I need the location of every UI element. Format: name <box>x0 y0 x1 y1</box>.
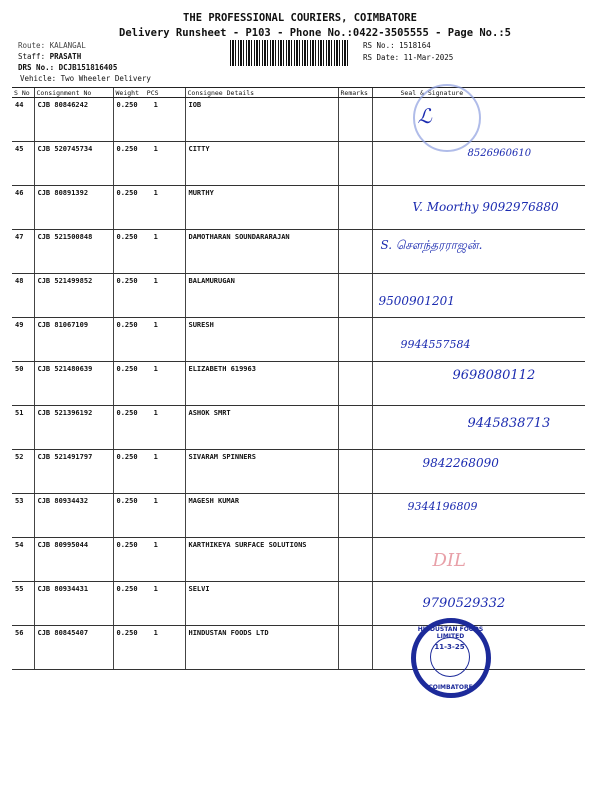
signature: ℒ <box>417 104 432 128</box>
serial-number <box>12 142 34 186</box>
serial-number-text: 53 <box>15 497 24 505</box>
consignee-name-text: ASHOK SMRT <box>188 409 231 417</box>
remarks-cell <box>338 98 372 142</box>
consignment-number <box>34 186 113 230</box>
handwritten-note: 9842268090 <box>422 456 499 470</box>
serial-number <box>12 406 34 450</box>
serial-number-text: 55 <box>15 585 24 593</box>
consignee-name-text: IOB <box>188 101 202 109</box>
company-title: THE PROFESSIONAL COURIERS, COIMBATORE <box>183 12 417 24</box>
table-row <box>12 538 585 582</box>
serial-number-text: 48 <box>15 277 24 285</box>
consignment-number-text: CJB 521499852 <box>37 277 93 285</box>
handwritten-note: S. சௌந்தரராஜன். <box>380 238 483 252</box>
serial-number <box>12 626 34 670</box>
table-row <box>12 494 585 538</box>
consignee-name <box>185 494 338 538</box>
serial-number <box>12 582 34 626</box>
consignment-number <box>34 494 113 538</box>
stamp-date <box>430 637 470 677</box>
serial-number <box>12 450 34 494</box>
consignee-name-text: DAMOTHARAN SOUNDARARAJAN <box>188 233 290 241</box>
consignee-name <box>185 230 338 274</box>
weight: 0.250 <box>116 453 138 461</box>
weight: 0.250 <box>116 365 138 373</box>
consignee-name-text: KARTHIKEYA SURFACE SOLUTIONS <box>188 541 307 549</box>
weight-pcs <box>113 582 185 626</box>
weight-pcs <box>113 626 185 670</box>
table-header <box>12 88 585 98</box>
col-seal-signature: Seal & Signature <box>372 88 585 98</box>
pieces: 1 <box>153 409 158 417</box>
remarks-cell <box>338 142 372 186</box>
pieces: 1 <box>153 541 158 549</box>
remarks-cell <box>338 626 372 670</box>
seal-signature-cell <box>372 142 585 186</box>
consignee-name <box>185 318 338 362</box>
seal-signature-cell <box>372 318 585 362</box>
pieces: 1 <box>153 365 158 373</box>
table-row <box>12 582 585 626</box>
consignment-number-text: CJB 520745734 <box>37 145 93 153</box>
consignment-number <box>34 538 113 582</box>
handwritten-note: 9344196809 <box>407 500 478 513</box>
seal-signature-cell <box>372 406 585 450</box>
handwritten-note: 9500901201 <box>378 294 455 308</box>
pieces: 1 <box>153 233 158 241</box>
weight-pcs <box>113 98 185 142</box>
pieces: 1 <box>153 321 158 329</box>
rs-number: RS No.: 1518164 <box>363 41 431 50</box>
pieces: 1 <box>153 453 158 461</box>
weight-pcs <box>113 186 185 230</box>
consignment-number <box>34 230 113 274</box>
serial-number-text: 51 <box>15 409 24 417</box>
stamp-text: HINDUSTAN FOODS LIMITED <box>417 626 484 640</box>
consignment-number <box>34 98 113 142</box>
col-remarks: Remarks <box>338 88 372 98</box>
weight: 0.250 <box>116 321 138 329</box>
pieces: 1 <box>153 497 158 505</box>
table-row <box>12 230 585 274</box>
seal-signature-cell <box>372 274 585 318</box>
weight-pcs <box>113 450 185 494</box>
handwritten-note: 9944557584 <box>400 338 471 351</box>
table-row <box>12 450 585 494</box>
serial-number-text: 52 <box>15 453 24 461</box>
serial-number-text: 56 <box>15 629 24 637</box>
weight-pcs <box>113 142 185 186</box>
runsheet-table <box>12 87 585 691</box>
remarks-cell <box>338 318 372 362</box>
weight: 0.250 <box>116 541 138 549</box>
seal-signature-cell <box>372 538 585 582</box>
table-row <box>12 186 585 230</box>
consignee-name <box>185 538 338 582</box>
table-row <box>12 626 585 670</box>
consignment-number <box>34 142 113 186</box>
serial-number <box>12 274 34 318</box>
consignment-number <box>34 450 113 494</box>
weight: 0.250 <box>116 497 138 505</box>
stamp-date-text: 11-3-25 <box>434 643 465 651</box>
handwritten-note: 9445838713 <box>467 416 551 431</box>
consignment-number <box>34 318 113 362</box>
remarks-cell <box>338 450 372 494</box>
pieces: 1 <box>153 145 158 153</box>
weight: 0.250 <box>116 145 138 153</box>
serial-number <box>12 494 34 538</box>
seal-signature-cell <box>372 450 585 494</box>
consignee-name-text: BALAMURUGAN <box>188 277 235 285</box>
consignee-name <box>185 186 338 230</box>
pieces: 1 <box>153 277 158 285</box>
serial-number-text: 54 <box>15 541 24 549</box>
consignment-number <box>34 582 113 626</box>
table-row <box>12 98 585 142</box>
consignment-number-text: CJB 80846242 <box>37 101 89 109</box>
weight: 0.250 <box>116 101 138 109</box>
barcode <box>230 40 350 66</box>
company-seal-stamp <box>411 618 491 698</box>
runsheet-subtitle: Delivery Runsheet - P103 - Phone No.:0422-3505555 - Page No.:5 <box>119 27 511 39</box>
seal-signature-cell <box>372 362 585 406</box>
weight: 0.250 <box>116 629 138 637</box>
consignment-number <box>34 362 113 406</box>
table-row <box>12 274 585 318</box>
serial-number <box>12 538 34 582</box>
consignment-number-text: CJB 80934432 <box>37 497 89 505</box>
consignment-number-text: CJB 80995044 <box>37 541 89 549</box>
remarks-cell <box>338 362 372 406</box>
handwritten-note: 9790529332 <box>422 596 506 611</box>
weight: 0.250 <box>116 409 138 417</box>
route: Route: KALANGAL <box>18 41 86 50</box>
pieces: 1 <box>153 629 158 637</box>
staff-name: PRASATH <box>49 52 82 61</box>
weight: 0.250 <box>116 585 138 593</box>
consignee-name-text: MURTHY <box>188 189 214 197</box>
staff <box>18 52 81 61</box>
handwritten-note: 8526960610 <box>467 148 532 159</box>
consignee-name <box>185 142 338 186</box>
weight-pcs <box>113 362 185 406</box>
consignee-name-text: CITTY <box>188 145 210 153</box>
serial-number-text: 49 <box>15 321 24 329</box>
serial-number <box>12 98 34 142</box>
handwritten-note: V. Moorthy 9092976880 <box>412 200 559 214</box>
weight-pcs <box>113 318 185 362</box>
serial-number-text: 46 <box>15 189 24 197</box>
weight: 0.250 <box>116 233 138 241</box>
table-row <box>12 406 585 450</box>
remarks-cell <box>338 230 372 274</box>
consignee-name <box>185 406 338 450</box>
weight-pcs <box>113 230 185 274</box>
remarks-cell <box>338 582 372 626</box>
consignment-number-text: CJB 521500848 <box>37 233 93 241</box>
serial-number-text: 44 <box>15 101 24 109</box>
weight-pcs <box>113 494 185 538</box>
consignment-number-text: CJB 521396192 <box>37 409 93 417</box>
consignment-number-text: CJB 521491797 <box>37 453 93 461</box>
consignment-number-text: CJB 80891392 <box>37 189 89 197</box>
seal-signature-cell <box>372 186 585 230</box>
serial-number-text: 50 <box>15 365 24 373</box>
vehicle: Vehicle: Two Wheeler Delivery <box>20 74 151 83</box>
pieces: 1 <box>153 101 158 109</box>
remarks-cell <box>338 274 372 318</box>
consignment-number-text: CJB 80845407 <box>37 629 89 637</box>
staff-label: Staff: <box>18 52 46 61</box>
consignee-name-text: ELIZABETH 619963 <box>188 365 256 373</box>
seal-signature-cell <box>372 626 585 691</box>
consignment-number <box>34 626 113 670</box>
consignee-name <box>185 362 338 406</box>
weight: 0.250 <box>116 277 138 285</box>
serial-number-text: 45 <box>15 145 24 153</box>
seal-signature-cell <box>372 98 585 142</box>
table-row <box>12 318 585 362</box>
consignee-name-text: MAGESH KUMAR <box>188 497 240 505</box>
weight: 0.250 <box>116 189 138 197</box>
consignee-name <box>185 582 338 626</box>
remarks-cell <box>338 538 372 582</box>
table-row <box>12 142 585 186</box>
pieces: 1 <box>153 189 158 197</box>
consignee-name <box>185 98 338 142</box>
consignee-name <box>185 450 338 494</box>
consignment-number-text: CJB 81067109 <box>37 321 89 329</box>
pieces: 1 <box>153 585 158 593</box>
remarks-cell <box>338 186 372 230</box>
serial-number <box>12 362 34 406</box>
handwritten-note: 9698080112 <box>452 368 536 383</box>
stamp-city: COIMBATORE <box>428 684 473 691</box>
consignment-number-text: CJB 80934431 <box>37 585 89 593</box>
seal-signature-cell <box>372 230 585 274</box>
weight-pcs <box>113 274 185 318</box>
handwritten-note: DIL <box>432 550 466 571</box>
col-sno: S No <box>12 88 34 98</box>
consignment-number <box>34 274 113 318</box>
serial-number <box>12 318 34 362</box>
serial-number <box>12 230 34 274</box>
consignment-number-text: CJB 521480639 <box>37 365 93 373</box>
weight-pcs <box>113 406 185 450</box>
consignee-name <box>185 274 338 318</box>
weight-pcs <box>113 538 185 582</box>
seal-signature-cell <box>372 494 585 538</box>
col-consignment: Consignment No <box>34 88 113 98</box>
table-row <box>12 362 585 406</box>
consignee-name-text: SELVI <box>188 585 210 593</box>
drs-number: DRS No.: DCJB151816405 <box>18 63 118 72</box>
serial-number-text: 47 <box>15 233 24 241</box>
remarks-cell <box>338 494 372 538</box>
consignee-name-text: SIVARAM SPINNERS <box>188 453 256 461</box>
seal-signature-cell <box>372 582 585 626</box>
consignee-name-text: HINDUSTAN FOODS LTD <box>188 629 269 637</box>
consignee-name <box>185 626 338 670</box>
col-consignee: Consignee Details <box>185 88 338 98</box>
col-weight-pcs: Weight PCS <box>113 88 185 98</box>
remarks-cell <box>338 406 372 450</box>
rs-date: RS Date: 11-Mar-2025 <box>363 53 454 62</box>
consignment-number <box>34 406 113 450</box>
serial-number <box>12 186 34 230</box>
consignee-name-text: SURESH <box>188 321 214 329</box>
